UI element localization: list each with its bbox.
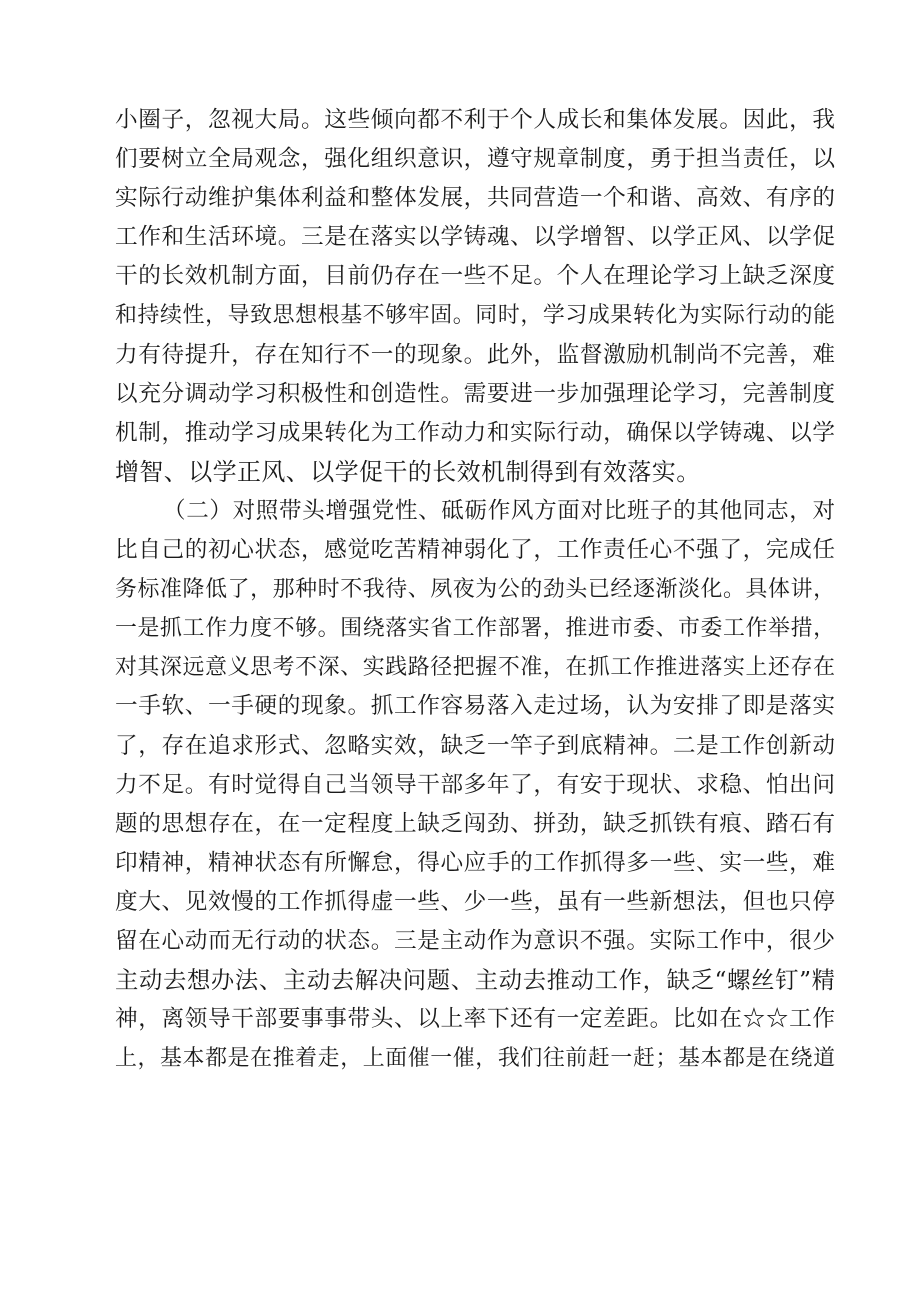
text-line: 印精神，精神状态有所懈怠，得心应手的工作抓得多一些、实一些，难 [115, 849, 835, 876]
text-line: 对其深远意义思考不深、实践路径把握不准，在抓工作推进落实上还存在 [115, 655, 835, 681]
text-line: 力有待提升，存在知行不一的现象。此外，监督激励机制尚不完善，难 [115, 341, 835, 368]
text-line: 以充分调动学习积极性和创造性。需要进一步加强理论学习，完善制度 [115, 380, 835, 407]
document-body [115, 101, 835, 1078]
text-line: 和持续性，导致思想根基不够牢固。同时，学习成果转化为实际行动的能 [115, 303, 835, 329]
text-line: （二）对照带头增强党性、砥砺作风方面对比班子的其他同志，对 [163, 497, 835, 524]
text-line: 比自己的初心状态，感觉吃苦精神弱化了，工作责任心不强了，完成任 [115, 537, 835, 564]
text-line: 主动去想办法、主动去解决问题、主动去推动工作，缺乏“螺丝钉”精 [115, 966, 835, 995]
text-line: 增智、以学正风、以学促干的长效机制得到有效落实。 [115, 457, 701, 486]
text-line: 一手软、一手硬的现象。抓工作容易落入走过场，认为安排了即是落实 [115, 693, 835, 720]
paragraph-2 [115, 492, 835, 1078]
text-line: 干的长效机制方面，目前仍存在一些不足。个人在理论学习上缺乏深度 [115, 263, 835, 290]
text-line: 工作和生活环境。三是在落实以学铸魂、以学增智、以学正风、以学促 [115, 224, 835, 251]
text-line: 题的思想存在，在一定程度上缺乏闯劲、拼劲，缺乏抓铁有痕、踏石有 [115, 810, 835, 837]
text-line: 机制，推动学习成果转化为工作动力和实际行动，确保以学铸魂、以学 [115, 419, 835, 446]
text-line: 实际行动维护集体利益和整体发展，共同营造一个和谐、高效、有序的 [115, 185, 835, 212]
text-line: 力不足。有时觉得自己当领导干部多年了，有安于现状、求稳、怕出问 [115, 771, 835, 798]
text-line: 了，存在追求形式、忽略实效，缺乏一竿子到底精神。二是工作创新动 [115, 732, 835, 759]
text-line: 小圈子，忽视大局。这些倾向都不利于个人成长和集体发展。因此，我 [115, 107, 835, 133]
text-line: 们要树立全局观念，强化组织意识，遵守规章制度，勇于担当责任，以 [115, 146, 835, 173]
text-line: 一是抓工作力度不够。围绕落实省工作部署，推进市委、市委工作举措， [115, 616, 835, 642]
text-line: 神，离领导干部要事事带头、以上率下还有一定差距。比如在☆☆工作 [115, 1006, 835, 1033]
text-line: 留在心动而无行动的状态。三是主动作为意识不强。实际工作中，很少 [115, 927, 835, 954]
text-line: 度大、见效慢的工作抓得虚一些、少一些，虽有一些新想法，但也只停 [115, 888, 835, 915]
paragraph-1 [115, 101, 835, 492]
text-line: 上，基本都是在推着走，上面催一催，我们往前赶一赶；基本都是在绕道 [115, 1046, 835, 1072]
text-line: 务标准降低了，那种时不我待、夙夜为公的劲头已经逐渐淡化。具体讲， [115, 577, 835, 603]
